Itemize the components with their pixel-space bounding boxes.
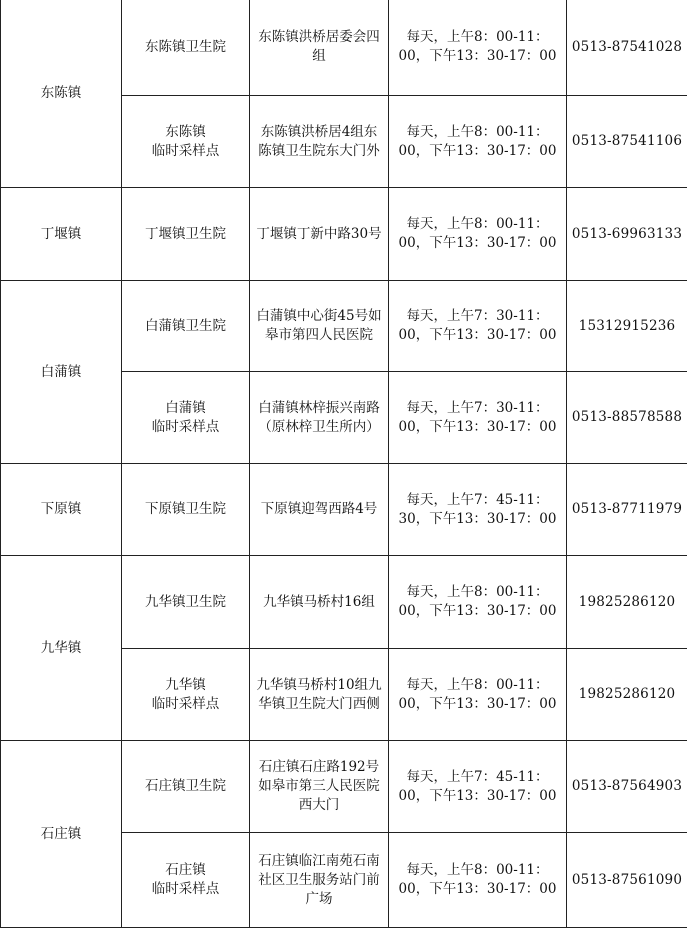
town-cell: 下原镇 (1, 464, 122, 556)
phone-number: 0513-87564903 (567, 741, 687, 833)
site-address: 东陈镇洪桥居委会四 组 (250, 0, 389, 96)
site-address: 白蒲镇林梓振兴南路 （原林梓卫生所内） (250, 372, 389, 464)
opening-hours: 每天，上午7：30-11： 00，下午13：30-17：00 (389, 281, 567, 372)
site-address: 九华镇马桥村10组九 华镇卫生院大门西侧 (250, 649, 389, 741)
table-row (1, 741, 687, 833)
site-address: 九华镇马桥村16组 (250, 556, 389, 649)
opening-hours: 每天，上午8：00-11： 00，下午13：30-17：00 (389, 833, 567, 928)
site-address: 下原镇迎驾西路4号 (250, 464, 389, 556)
town-cell: 丁堰镇 (1, 188, 122, 281)
table-row (1, 464, 687, 556)
site-address: 白蒲镇中心街45号如 皋市第四人民医院 (250, 281, 389, 372)
opening-hours: 每天，上午8：00-11： 00，下午13：30-17：00 (389, 96, 567, 188)
opening-hours: 每天，上午7：30-11： 00，下午13：30-17：00 (389, 372, 567, 464)
phone-number: 0513-87541028 (567, 0, 687, 96)
phone-number: 15312915236 (567, 281, 687, 372)
site-address: 石庄镇石庄路192号 如皋市第三人民医院 西大门 (250, 741, 389, 833)
phone-number: 0513-87541106 (567, 96, 687, 188)
site-name: 白蒲镇 临时采样点 (122, 372, 250, 464)
town-cell: 白蒲镇 (1, 281, 122, 464)
phone-number: 0513-69963133 (567, 188, 687, 281)
phone-number: 0513-87711979 (567, 464, 687, 556)
phone-number: 0513-88578588 (567, 372, 687, 464)
site-name: 东陈镇 临时采样点 (122, 96, 250, 188)
phone-number: 19825286120 (567, 556, 687, 649)
opening-hours: 每天，上午8：00-11： 00，下午13：30-17：00 (389, 0, 567, 96)
town-cell: 石庄镇 (1, 741, 122, 928)
site-name: 白蒲镇卫生院 (122, 281, 250, 372)
town-cell: 九华镇 (1, 556, 122, 741)
table-row (1, 556, 687, 649)
site-name: 丁堰镇卫生院 (122, 188, 250, 281)
phone-number: 0513-87561090 (567, 833, 687, 928)
site-name: 下原镇卫生院 (122, 464, 250, 556)
site-name: 石庄镇 临时采样点 (122, 833, 250, 928)
site-name: 石庄镇卫生院 (122, 741, 250, 833)
site-name: 东陈镇卫生院 (122, 0, 250, 96)
site-name: 九华镇 临时采样点 (122, 649, 250, 741)
site-name: 九华镇卫生院 (122, 556, 250, 649)
table-row (1, 281, 687, 372)
town-cell: 东陈镇 (1, 0, 122, 188)
site-address: 石庄镇临江南苑石南 社区卫生服务站门前 广场 (250, 833, 389, 928)
opening-hours: 每天，上午8：00-11： 00，下午13：30-17：00 (389, 556, 567, 649)
site-address: 丁堰镇丁新中路30号 (250, 188, 389, 281)
site-address: 东陈镇洪桥居4组东 陈镇卫生院东大门外 (250, 96, 389, 188)
opening-hours: 每天，上午8：00-11： 00，下午13：30-17：00 (389, 649, 567, 741)
table-row (1, 0, 687, 96)
table-row (1, 188, 687, 281)
opening-hours: 每天，上午7：45-11： 30，下午13：30-17：00 (389, 464, 567, 556)
opening-hours: 每天，上午8：00-11： 00，下午13：30-17：00 (389, 188, 567, 281)
phone-number: 19825286120 (567, 649, 687, 741)
opening-hours: 每天，上午7：45-11： 00，下午13：30-17：00 (389, 741, 567, 833)
